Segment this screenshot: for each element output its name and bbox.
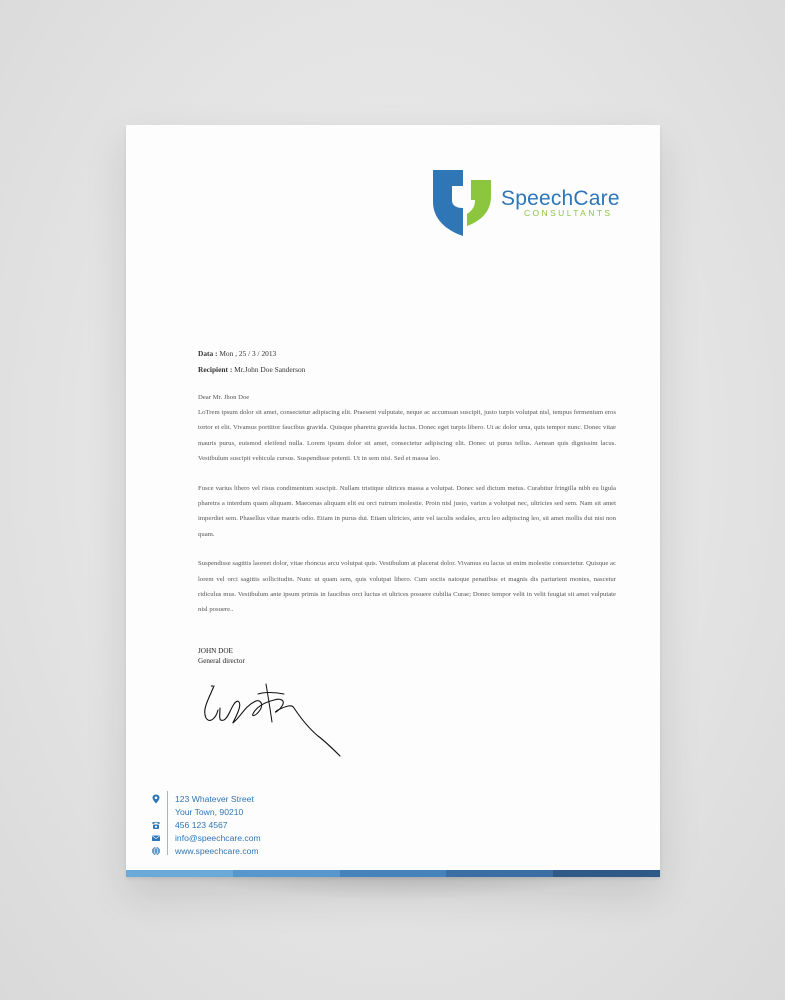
date-label: Data : <box>198 349 218 358</box>
address-line-2: Your Town, 90210 <box>175 807 244 817</box>
letter-body <box>198 392 616 632</box>
stripe-segment <box>446 870 553 877</box>
phone-icon <box>151 820 161 830</box>
brand-tagline: CONSULTANTS <box>524 208 613 218</box>
stripe-segment <box>126 870 233 877</box>
address-row <box>148 793 288 806</box>
brand-name: SpeechCare <box>501 187 620 210</box>
speech-bubble-logo-icon <box>431 168 495 240</box>
paragraph-1: LoTrem ipsum dolor sit amet, consectetur adipiscing elit. Praesent vulputate, neque ac accumsan suscipit, justo turpis volutpat nisl, tempus fermentum eros tortor et elit. Vivamus porttitor faucibus gravida. Quisque pharetra gravida luctus. Donec eget turpis libero. Ut ac dolor urna, quis tempor nunc. Donec vitae mauris purus, euismod eleifend nulla. Lorem ipsum dolor sit amet, consectetur adipiscing elit. Donec ut purus tellus. Aenean quis dignissim lacus. Vestibulum suscipit vehicula cursus. Suspendisse potenti. Ut in sem nisi. Sed et massa leo. <box>198 409 616 463</box>
recipient-label: Recipient : <box>198 364 233 374</box>
stripe-segment <box>553 870 660 877</box>
mail-icon <box>151 833 161 843</box>
letter-meta <box>198 346 305 377</box>
brand-logo <box>431 168 621 240</box>
signer-title: General director <box>198 657 245 665</box>
salutation: Dear Mr. Jhon Doe <box>198 394 250 401</box>
footer-stripe <box>126 870 660 877</box>
signer-name: JOHN DOE <box>198 647 233 655</box>
letterhead-page <box>126 125 660 877</box>
date-line <box>198 346 305 362</box>
paragraph-3: Suspendisse sagittis laoreet dolor, vitae rhoncus arcu volutpat quis. Vestibulum at placerat dolor. Vivamus eu lacus ut enim molestie consectetur. Quisque ac lorem vel orci sagittis sollicitudin. Nunc ut quam sem, quis volutpat libero. Cum sociis natoque penatibus et magnis dis parturient montes, nascetur ridiculus mus. Vestibulum ante ipsum primis in faucibus orci luctus et ultrices posuere cubilia Curae; Donec tempor velit in velit feugiat sit amet vulputate nisl posuere.. <box>198 560 616 614</box>
paragraph-2: Fusce varius libero vel risus condimentum suscipit. Nullam tristique ultrices massa a volutpat. Donec sed dictum metus. Curabitur fringilla nibh eu ligula pharetra a interdum quam aliquam. Maecenas aliquam elit eu orci rutrum molestie. Proin nisl justo, varius a volutpat nec, ultricies sed sem. Nam sit amet imperdiet sem. Phasellus vitae mauris odio. Etiam in purus dui. Etiam ultricies, ante vel iaculis sodales, arcu leo adipiscing leo, sit amet mollis dui nisi non quam. <box>198 484 616 538</box>
map-pin-icon <box>151 794 161 804</box>
handwritten-signature <box>194 680 344 760</box>
date-value: Mon , 25 / 3 / 2013 <box>219 349 277 358</box>
stripe-segment <box>233 870 340 877</box>
stripe-segment <box>340 870 447 877</box>
phone-row <box>148 819 288 832</box>
email-link[interactable]: info@speechcare.com <box>175 833 261 843</box>
recipient-line <box>198 362 305 378</box>
website-row <box>148 845 288 858</box>
email-row <box>148 832 288 845</box>
globe-icon <box>151 846 161 856</box>
address-line-1: 123 Whatever Street <box>175 794 254 804</box>
phone-number: 456 123 4567 <box>175 820 228 830</box>
recipient-value: Mr.John Doe Sanderson <box>234 364 306 374</box>
website-link[interactable]: www.speechcare.com <box>175 846 259 856</box>
address-row-2 <box>148 806 288 819</box>
